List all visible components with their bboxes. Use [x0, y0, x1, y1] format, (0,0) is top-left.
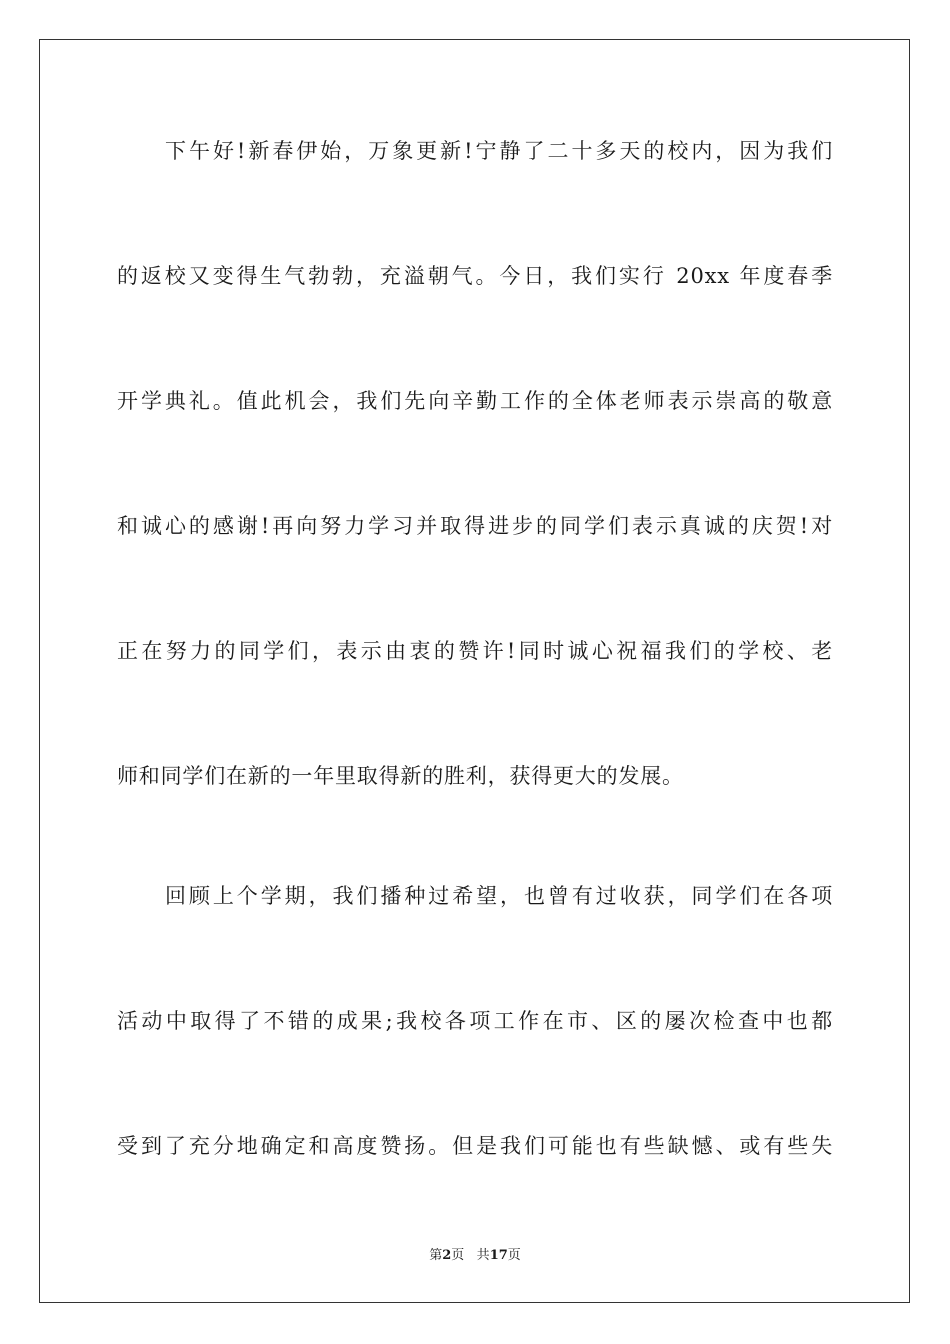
- page-border: [39, 39, 910, 1303]
- total-prefix: 共: [476, 1248, 490, 1263]
- text-line-3: 开学典礼。值此机会，我们先向辛勤工作的全体老师表示崇高的敬意: [117, 389, 833, 413]
- text-line-1: 下午好!新春伊始，万象更新!宁静了二十多天的校内，因为我们: [165, 139, 833, 163]
- page-prefix: 第: [429, 1248, 443, 1263]
- page-number: 2: [442, 1248, 452, 1263]
- text-line-8: 活动中取得了不错的成果;我校各项工作在市、区的屡次检查中也都: [117, 1009, 833, 1033]
- text-line-4: 和诚心的感谢!再向努力学习并取得进步的同学们表示真诚的庆贺!对: [117, 514, 833, 538]
- total-suffix: 页: [507, 1248, 521, 1263]
- text-line-9: 受到了充分地确定和高度赞扬。但是我们可能也有些缺憾、或有些失: [117, 1134, 833, 1158]
- text-line-6: 师和同学们在新的一年里取得新的胜利，获得更大的发展。: [117, 764, 684, 788]
- total-pages: 17: [489, 1248, 508, 1263]
- page-suffix: 页: [451, 1248, 465, 1263]
- text-line-2: 的返校又变得生气勃勃，充溢朝气。今日，我们实行 20xx 年度春季: [117, 264, 833, 288]
- text-line-7: 回顾上个学期，我们播种过希望，也曾有过收获，同学们在各项: [165, 884, 833, 908]
- page-footer: [0, 1248, 950, 1264]
- text-line-5: 正在努力的同学们，表示由衷的赞许!同时诚心祝福我们的学校、老: [117, 639, 833, 663]
